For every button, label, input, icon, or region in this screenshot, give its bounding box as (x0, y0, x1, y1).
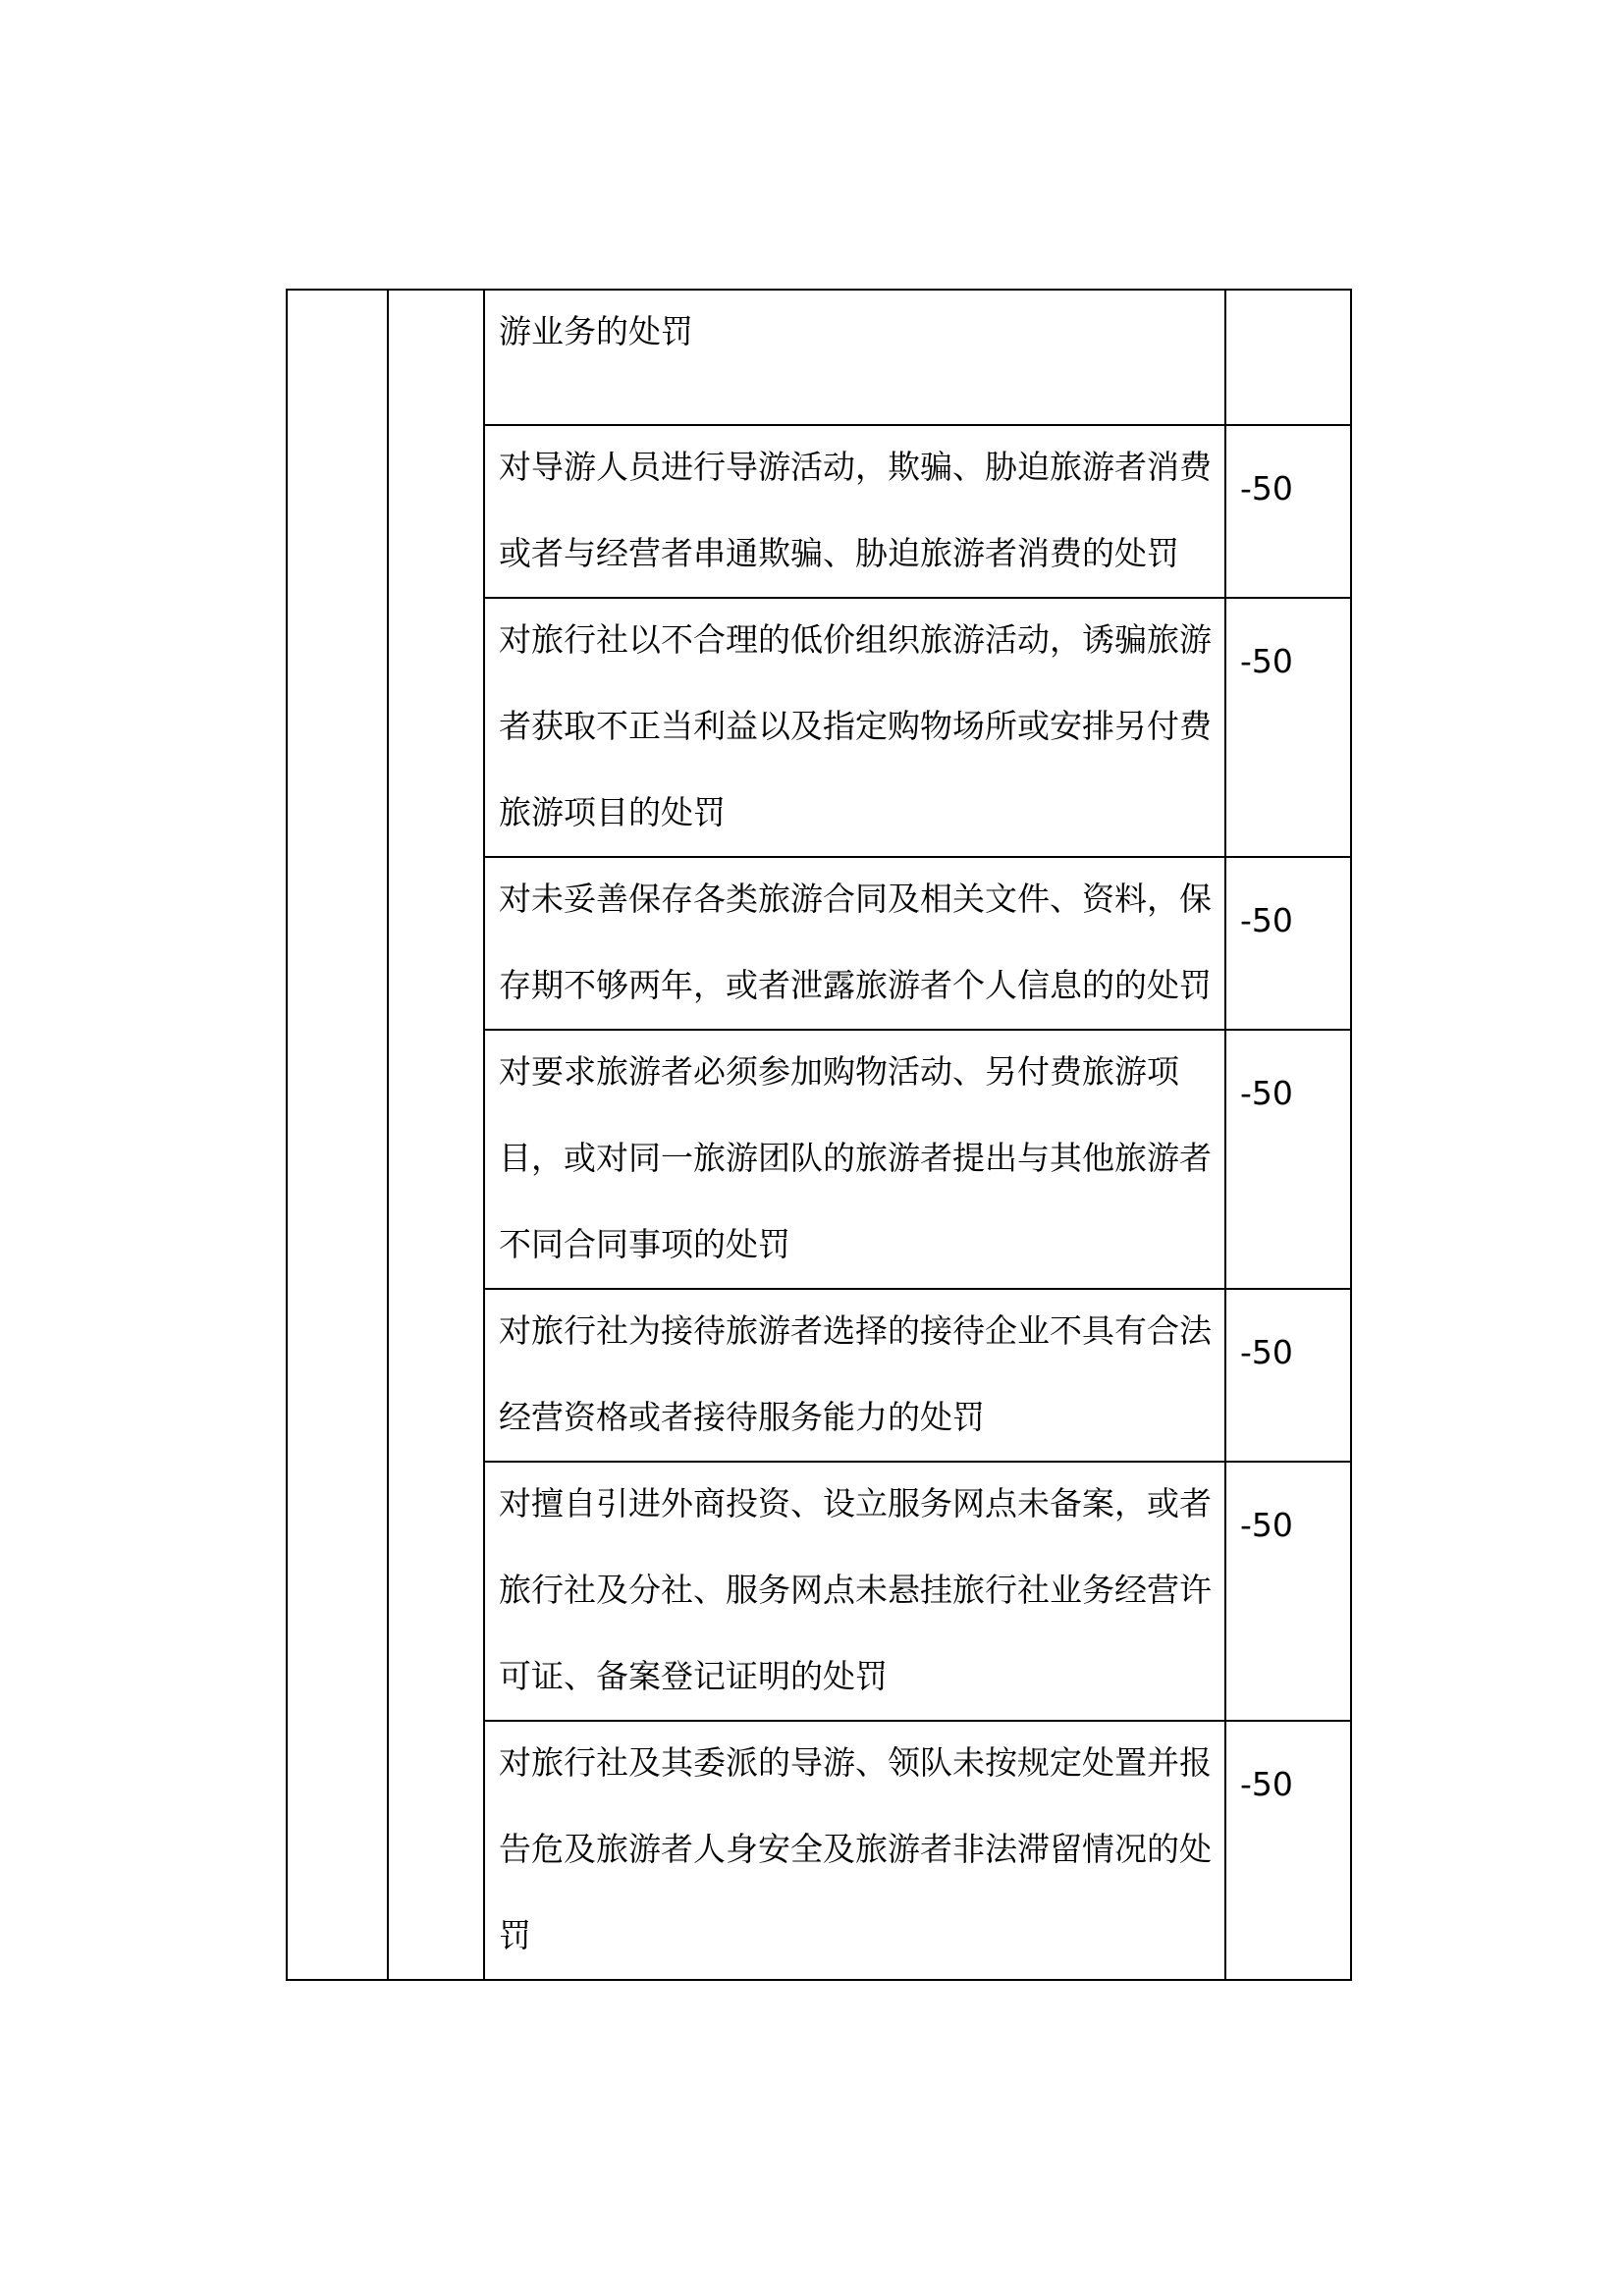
subcategory-cell (388, 290, 484, 1980)
item-cell (484, 1721, 1225, 1980)
score-cell (1225, 857, 1351, 1030)
item-text: 对导游人员进行导游活动，欺骗、胁迫旅游者消费或者与经营者串通欺骗、胁迫旅游者消费的处罚 (499, 448, 1212, 572)
score-text (1226, 291, 1350, 310)
score-text: -50 (1240, 469, 1293, 507)
item-cell (484, 1462, 1225, 1721)
item-cell (484, 598, 1225, 857)
score-text: -50 (1240, 1333, 1293, 1371)
item-text: 对旅行社以不合理的低价组织旅游活动，诱骗旅游者获取不正当利益以及指定购物场所或安排另付费旅游项目的处罚 (499, 620, 1212, 831)
score-text: -50 (1240, 1074, 1293, 1112)
score-cell (1225, 1030, 1351, 1289)
item-cell (484, 857, 1225, 1030)
item-text: 对未妥善保存各类旅游合同及相关文件、资料，保存期不够两年，或者泄露旅游者个人信息的的处罚 (499, 880, 1212, 1004)
item-text: 对要求旅游者必须参加购物活动、另付费旅游项目，或对同一旅游团队的旅游者提出与其他旅游者不同合同事项的处罚 (499, 1052, 1212, 1263)
item-text: 对擅自引进外商投资、设立服务网点未备案，或者旅行社及分社、服务网点未悬挂旅行社业务经营许可证、备案登记证明的处罚 (499, 1484, 1212, 1695)
score-text: -50 (1240, 1506, 1293, 1544)
score-cell (1225, 598, 1351, 857)
penalty-table (286, 289, 1352, 1981)
score-cell (1225, 290, 1351, 425)
score-text: -50 (1240, 901, 1293, 939)
score-text: -50 (1240, 642, 1293, 680)
item-cell (484, 1289, 1225, 1462)
score-cell (1225, 1289, 1351, 1462)
item-cell (484, 290, 1225, 425)
item-text: 对旅行社及其委派的导游、领队未按规定处置并报告危及旅游者人身安全及旅游者非法滞留情况的处罚 (499, 1743, 1212, 1954)
score-cell (1225, 1721, 1351, 1980)
category-cell (287, 290, 388, 1980)
score-cell (1225, 425, 1351, 598)
item-text: 游业务的处罚 (499, 312, 693, 350)
score-cell (1225, 1462, 1351, 1721)
item-text: 对旅行社为接待旅游者选择的接待企业不具有合法经营资格或者接待服务能力的处罚 (499, 1311, 1212, 1436)
item-cell (484, 425, 1225, 598)
score-text: -50 (1240, 1765, 1293, 1803)
table-row (287, 290, 1351, 425)
item-cell (484, 1030, 1225, 1289)
